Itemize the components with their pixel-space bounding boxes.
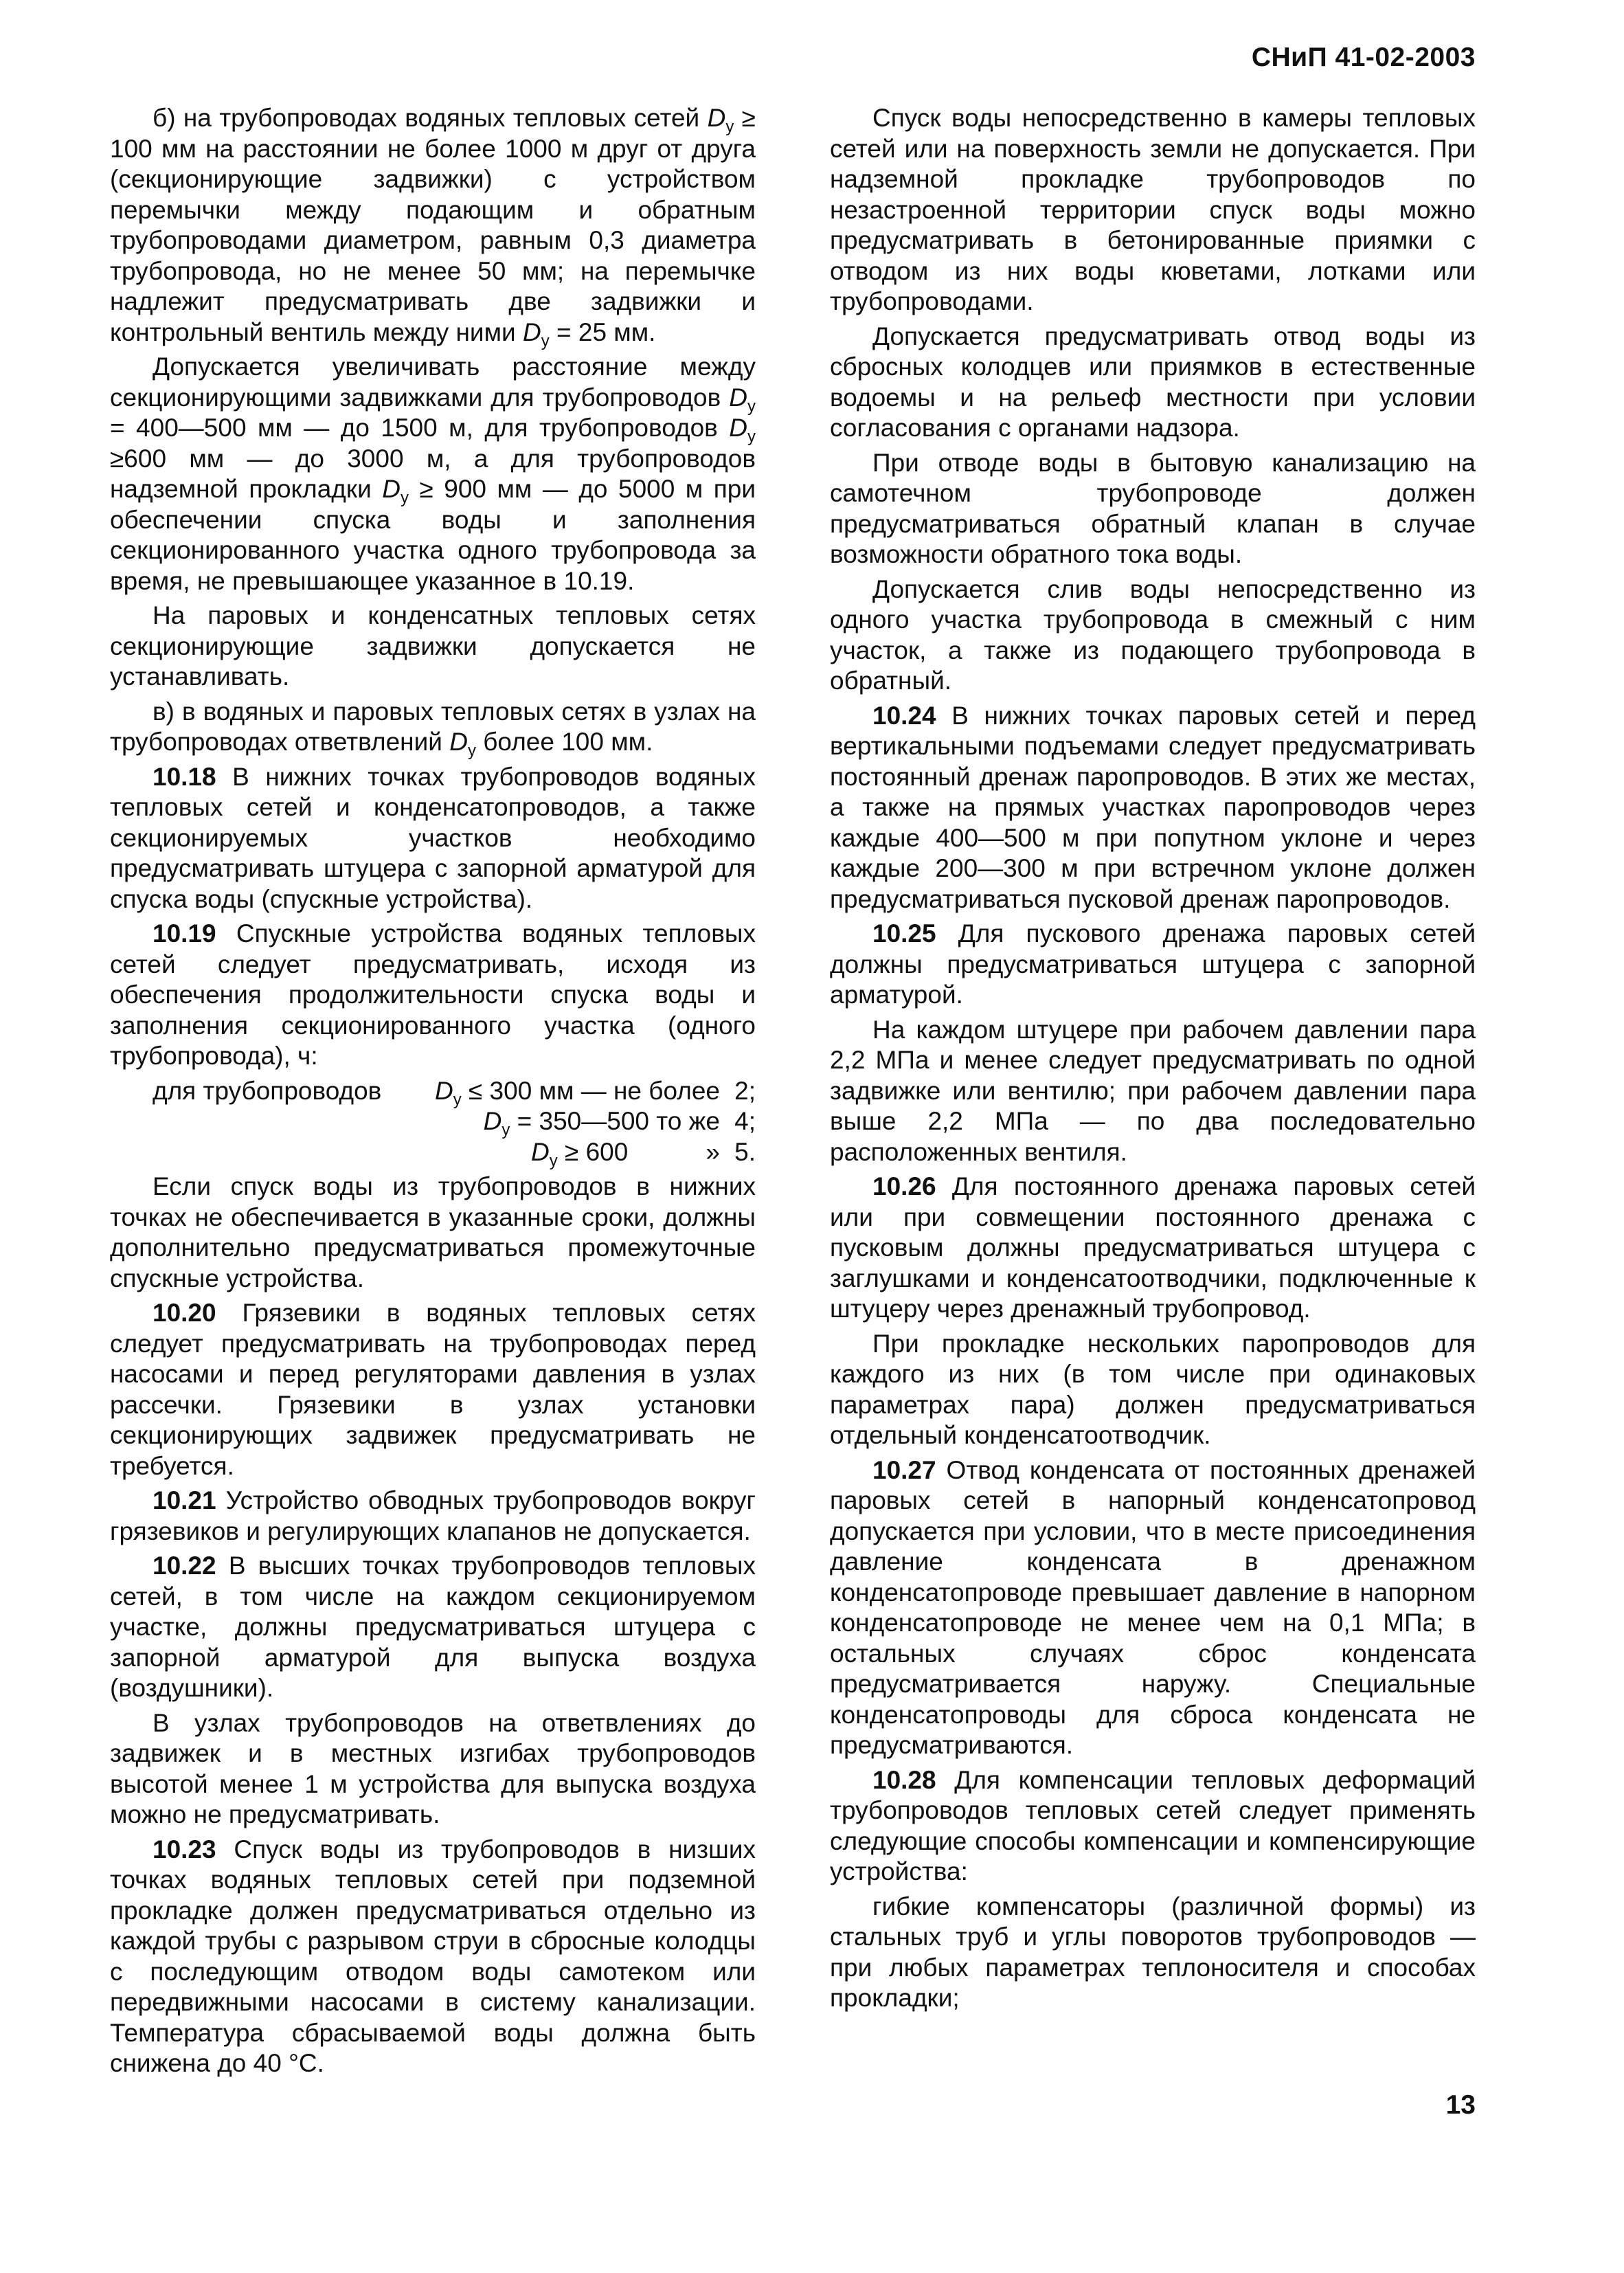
row-condition: $D_у$ = 350—500 то же (483, 1107, 720, 1139)
paragraph: Спуск воды непосредственно в камеры тепловых сетей или на поверхность земли не допускается. При надземной прокладке трубопроводов по незастроенной территории спуск воды можно предусматривать в бетонированные приямки с отводом из них воды кюветами, лотками или трубопроводами. (830, 104, 1476, 315)
drain-time-row (110, 1106, 756, 1137)
paragraph: 10.19 Спускные устройства водяных тепловых сетей следует предусматривать, исходя из обеспечения продолжительности спуска воды и заполнения секционированного участка (одного трубопровода), ч: (110, 919, 756, 1070)
row-lead (110, 1106, 484, 1137)
paragraph: 10.21 Устройство обводных трубопроводов вокруг грязевиков и регулирующих клапанов не допускается. (110, 1486, 756, 1545)
paragraph: 10.27 Отвод конденсата от постоянных дренажей паровых сетей в напорный конденсатопровод допускается при условии, что в месте присоединения давление конденсата в дренажном конденсатопроводе превышает давление в напорном конденсатопроводе не менее чем на 0,1 МПа; в остальных случаях сброс конденсата предусматривается наружу. Специальные конденсатопроводы для сброса конденсата не предусматриваются. (830, 1455, 1476, 1759)
paragraph: Допускается увеличивать расстояние между секционирующими задвижками для трубопроводов $D_у$ = 400—500 мм — до 1500 м, для трубопроводов $D_у \ge 600$ мм — до 3000 м, а для трубопроводов надземной прокладки $D_у \ge 900$ мм — до 5000 м при обеспечении спуска воды и заполнения секционированного участка одного трубопровода за время, не превышающее указанное в 10.19. (110, 352, 756, 595)
paragraph: При прокладке нескольких паропроводов для каждого из них (в том числе при одинаковых параметрах пара) должен предусматриваться отдельный конденсатоотводчик. (830, 1329, 1476, 1449)
paragraph: При отводе воды в бытовую канализацию на самотечном трубопроводе должен предусматриваться обратный клапан в случае возможности обратного тока воды. (830, 448, 1476, 568)
row-lead: для трубопроводов (153, 1076, 382, 1105)
paragraph: в) в водяных и паровых тепловых сетях в узлах на трубопроводах ответвлений $D_у$ более 100 мм. (110, 697, 756, 760)
row-hours: 2; (734, 1076, 756, 1105)
row-condition: $D_у \le 300$ мм — не более (434, 1076, 720, 1109)
paragraph: 10.28 Для компенсации тепловых деформаций трубопроводов тепловых сетей следует применять следующие способы компенсации и компенсирующие устройства: (830, 1765, 1476, 1885)
row-lead (110, 1137, 531, 1168)
paragraph: Допускается предусматривать отвод воды из сбросных колодцев или приямков в естественные водоемы и на рельеф местности при условии согласования с органами надзора. (830, 322, 1476, 442)
row-hours: 5. (734, 1137, 756, 1166)
drain-time-list (110, 1076, 756, 1168)
row-hours: 4; (734, 1107, 756, 1135)
paragraph: 10.18 В нижних точках трубопроводов водяных тепловых сетей и конденсатопроводов, а также секционируемых участков необходимо предусматривать штуцера с запорной арматурой для спуска воды (спускные устройства). (110, 762, 756, 913)
paragraph: На паровых и конденсатных тепловых сетях секционирующие задвижки допускается не устанавливать. (110, 601, 756, 691)
drain-time-row (110, 1137, 756, 1168)
paragraph: 10.23 Спуск воды из трубопроводов в низших точках водяных тепловых сетей при подземной прокладке должен предусматриваться отдельно из каждой трубы с разрывом струи в сбросные колодцы с последующим отводом воды самотеком или передвижными насосами в систему канализации. Температура сбрасываемой воды должна быть снижена до 40 °С. (110, 1835, 756, 2077)
paragraph: На каждом штуцере при рабочем давлении пара 2,2 МПа и менее следует предусматривать по одной задвижке или вентилю; при рабочем давлении пара выше 2,2 МПа — по два последовательно расположенных вентиля. (830, 1015, 1476, 1166)
paragraph: 10.20 Грязевики в водяных тепловых сетях следует предусматривать на трубопроводах перед насосами и перед регуляторами давления в узлах рассечки. Грязевики в узлах установки секционирующих задвижек предусматривать не требуется. (110, 1299, 756, 1480)
paragraph: 10.24 В нижних точках паровых сетей и перед вертикальными подъемами следует предусматривать постоянный дренаж паропроводов. В этих же местах, а также на прямых участках паропроводов через каждые 400—500 м при попутном уклоне и через каждые 200—300 м при встречном уклоне должен предусматриваться пусковой дренаж паропроводов. (830, 701, 1476, 913)
paragraph: гибкие компенсаторы (различной формы) из стальных труб и углы поворотов трубопроводов — при любых параметрах теплоносителя и способах прокладки; (830, 1892, 1476, 2012)
paragraph: 10.25 Для пускового дренажа паровых сетей должны предусматриваться штуцера с запорной арматурой. (830, 919, 1476, 1009)
paragraph: б) на трубопроводах водяных тепловых сетей $D_у \ge 100$ мм на расстоянии не более 1000 м друг от друга (секционирующие задвижки) с устройством перемычки между подающим и обратным трубопроводами диаметром, равным 0,3 диаметра трубопровода, но не менее 50 мм; на перемычке надлежит предусматривать две задвижки и контрольный вентиль между ними $D_у = 25$ мм. (110, 104, 756, 350)
right-text-column (830, 103, 1476, 2018)
left-text-column (110, 103, 756, 2083)
paragraph: В узлах трубопроводов на ответвлениях до задвижек и в местных изгибах трубопроводов высотой менее 1 м устройства для выпуска воздуха можно не предусматривать. (110, 1708, 756, 1828)
page-number: 13 (1445, 2090, 1476, 2120)
drain-time-row (110, 1076, 756, 1107)
document-code-header: СНиП 41-02-2003 (1251, 43, 1476, 72)
row-condition: $D_у \ge 600$ » (531, 1137, 720, 1170)
paragraph: Допускается слив воды непосредственно из одного участка трубопровода в смежный с ним участок, а также из подающего трубопровода в обратный. (830, 574, 1476, 695)
paragraph: 10.22 В высших точках трубопроводов тепловых сетей, в том числе на каждом секционируемом участке, должны предусматриваться штуцера с запорной арматурой для выпуска воздуха (воздушники). (110, 1552, 756, 1702)
paragraph: Если спуск воды из трубопроводов в нижних точках не обеспечивается в указанные сроки, должны дополнительно предусматриваться промежуточные спускные устройства. (110, 1172, 756, 1292)
paragraph: 10.26 Для постоянного дренажа паровых сетей или при совмещении постоянного дренажа с пусковым должны предусматриваться штуцера с заглушками и конденсатоотводчики, подключенные к штуцеру через дренажный трубопровод. (830, 1172, 1476, 1323)
